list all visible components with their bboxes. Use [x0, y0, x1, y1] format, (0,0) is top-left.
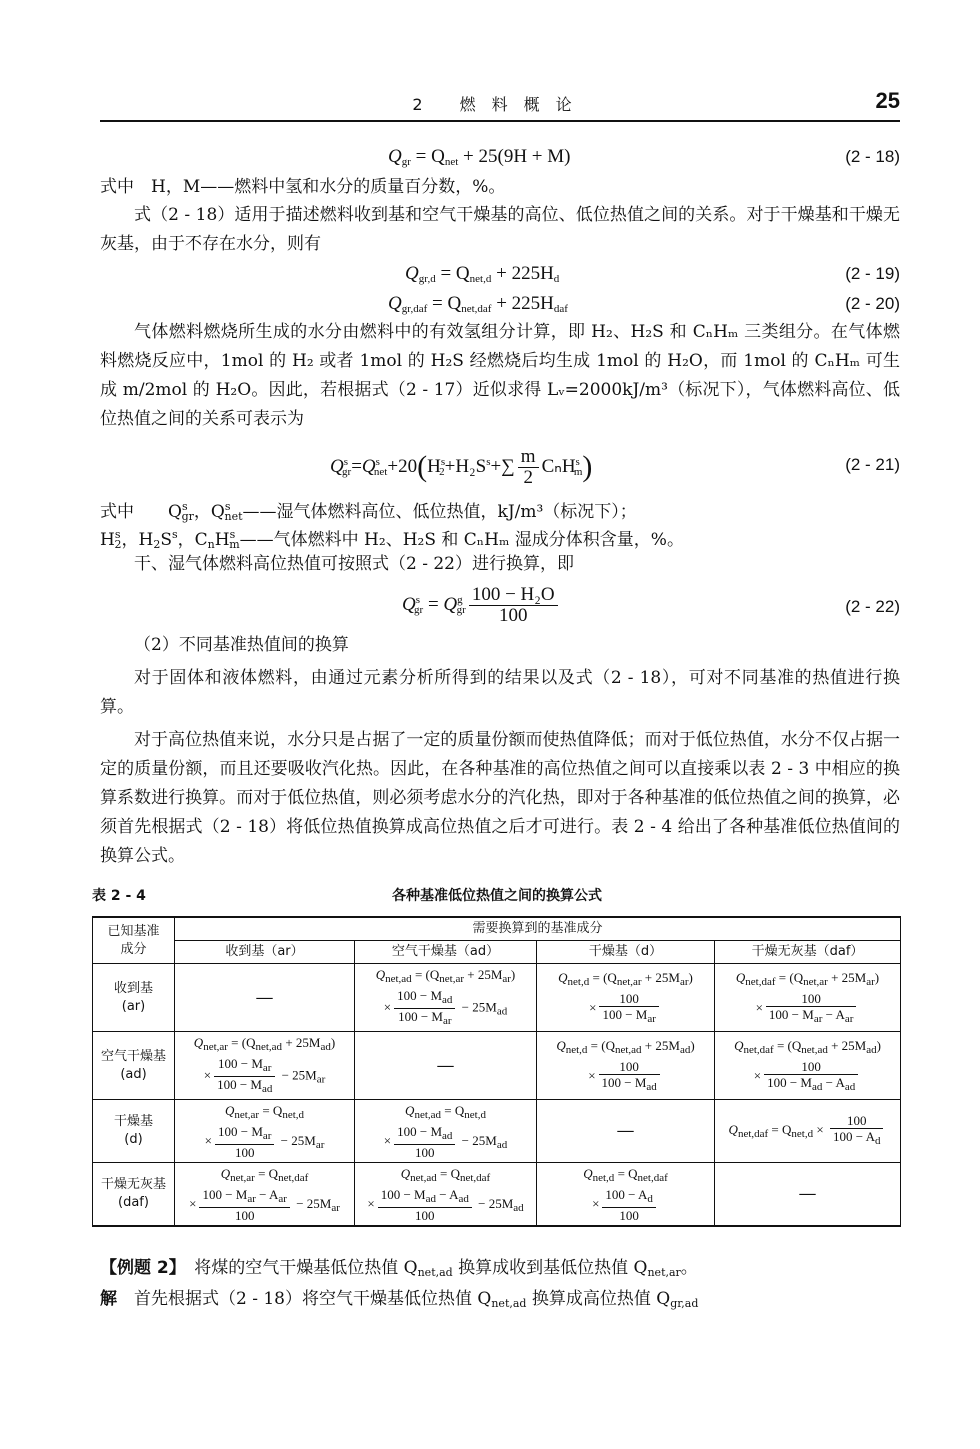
row-header-ar: 收到基 (ar) — [93, 964, 175, 1032]
table-caption — [92, 885, 902, 909]
equation-number-2-19: (2 - 19) — [845, 264, 900, 283]
table-cell-empty: — — [537, 1100, 715, 1163]
equation-2-22: $Q^s_{gr} = Q^g_{gr}$ $\frac{\text{100 − H₂O}}{100}$ — [402, 585, 561, 626]
example-statement: 【例题 2】 将煤的空气干燥基低位热值 $Q_{net,ad}$ 换算成收到基低位热值 $Q_{net,ar}$。 — [100, 1258, 698, 1279]
table-cell-empty: — — [175, 964, 355, 1032]
table-cell-formula: $Q_{net,d} = (Q_{net,ad} + 25M_{ad})$ × $\frac{100}{100 - M_{ad}}$ — [537, 1032, 715, 1100]
table-corner-header: 已知基准 成分 — [93, 917, 175, 964]
table-title: 各种基准低位热值之间的换算公式 — [392, 888, 602, 904]
where-clause-2b: $H^s_2$，$H_2S^s$，$C_nH^s_m——$气体燃料中 H₂、H₂S 和 CₙHₘ 湿成分体积含量，%。 — [100, 528, 684, 551]
paragraph-4: 对于固体和液体燃料，由通过元素分析所得到的结果以及式（2 - 18），可对不同基准的热值进行换算。 — [100, 668, 900, 717]
table-cell-formula: $Q_{net,d} = Q_{net,daf}$ × $\frac{100 - A_d}{100}$ — [537, 1163, 715, 1227]
row-header-ad: 空气干燥基 (ad) — [93, 1032, 175, 1100]
table-cell-empty: — — [355, 1032, 537, 1100]
table-cell-formula: $Q_{net,ad} = Q_{net,daf}$ × $\frac{100 - M_{ad} - A_{ad}}{100}$ − $25M_{ad}$ — [355, 1163, 537, 1227]
table-cell-formula: $Q_{net,daf} = (Q_{net,ar} + 25M_{ar})$ × $\frac{100}{100 - M_{ar} - A_{ar}}$ — [715, 964, 901, 1032]
solution-statement: 解 首先根据式（2 - 18）将空气干燥基低位热值 $Q_{net,ad}$ 换算成高位热值 $Q_{gr,ad}$ — [100, 1289, 699, 1310]
table-group-header: 需要换算到的基准成分 — [175, 917, 901, 941]
equation-2-21: $Q^s_{gr}=Q^s_{net}+20(H^s_2+H_2S^s+\sum$ $\frac{m}{2}$ CₙH$^s_m$) — [330, 446, 593, 488]
running-header — [100, 86, 900, 122]
chapter-title: 2 燃料概论 — [412, 95, 588, 114]
table-cell-formula: $Q_{net,ar} = Q_{net,daf}$ × $\frac{100 - M_{ar} - A_{ar}}{100}$ − $25M_{ar}$ — [175, 1163, 355, 1227]
where-clause-1: 式中 H，M——燃料中氢和水分的质量百分数，%。 — [100, 177, 506, 197]
column-header-d: 干燥基（d） — [537, 941, 715, 964]
page-number: 25 — [875, 88, 900, 113]
equation-number-2-20: (2 - 20) — [845, 294, 900, 313]
row-header-daf: 干燥无灰基 (daf) — [93, 1163, 175, 1227]
example-tag: 【例题 2】 — [100, 1258, 178, 1278]
equation-number-2-22: (2 - 22) — [845, 597, 900, 616]
paragraph-1: 式（2 - 18）适用于描述燃料收到基和空气干燥基的高位、低位热值之间的关系。对于干燥基和干燥无灰基，由于不存在水分，则有 — [100, 205, 900, 254]
table-cell-formula: $Q_{net,ad} = Q_{net,d}$ × $\frac{100 - M_{ad}}{100}$ − $25M_{ad}$ — [355, 1100, 537, 1163]
table-cell-formula: $Q_{net,d} = (Q_{net,ar} + 25M_{ar})$ × $\frac{100}{100 - M_{ar}}$ — [537, 964, 715, 1032]
paragraph-5: 对于高位热值来说，水分只是占据了一定的质量份额而使热值降低；而对于低位热值，水分不仅占据一定的质量份额，而且还要吸收汽化热。因此，在各种基准的高位热值之间可以直接乘以表 2 - 3 中相应的换算系数进行换算。而对于低位热值，则必须考虑水分的汽化热，即对于各种基准的低位热值之间的换算，必须首先根据式（2 - 18）将低位热值换算成高位热值之后才可进行。表 2 - 4 给出了各种基准低位热值间的换算公式。 — [100, 730, 900, 866]
table-cell-formula: $Q_{net,ad} = (Q_{net,ar} + 25M_{ar})$ × $\frac{100 - M_{ad}}{100 - M_{ar}}$ − $25M_{ad}$ — [355, 964, 537, 1032]
table-number: 表 2 - 4 — [92, 888, 146, 904]
row-header-d: 干燥基 (d) — [93, 1100, 175, 1163]
table-cell-formula: $Q_{net,ar} = Q_{net,d}$ × $\frac{100 - M_{ar}}{100}$ − $25M_{ar}$ — [175, 1100, 355, 1163]
equation-number-2-21: (2 - 21) — [845, 455, 900, 474]
column-header-daf: 干燥无灰基（daf） — [715, 941, 901, 964]
table-cell-formula: $Q_{net,daf} = (Q_{net,ad} + 25M_{ad})$ × $\frac{100}{100 - M_{ad} - A_{ad}}$ — [715, 1032, 901, 1100]
column-header-ar: 收到基（ar） — [175, 941, 355, 964]
paragraph-2: 气体燃料燃烧所生成的水分由燃料中的有效氢组分计算，即 H₂、H₂S 和 CₙHₘ 三类组分。在气体燃料燃烧反应中，1mol 的 H₂ 或者 1mol 的 H₂S 经燃烧后均生成 1mol 的 H₂O，而 1mol 的 CₙHₘ 可生成 m/2mol 的 H₂O。因此，若根据式（2 - 17）近似求得 Lᵥ=2000kJ/m³（标况下），气体燃料高位、低位热值之间的关系可表示为 — [100, 322, 900, 429]
conversion-table — [92, 916, 901, 1227]
table-cell-empty: — — [715, 1163, 901, 1227]
section-heading: （2）不同基准热值间的换算 — [134, 635, 349, 655]
paragraph-3: 干、湿气体燃料高位热值可按照式（2 - 22）进行换算，即 — [134, 554, 574, 574]
equation-2-19: $Q_{gr,d} = Q_{net,d} + 225H_d$ — [405, 263, 560, 285]
column-header-ad: 空气干燥基（ad） — [355, 941, 537, 964]
equation-2-20: $Q_{gr,daf} = Q_{net,daf} + 225H_{daf}$ — [388, 293, 568, 315]
solution-tag: 解 — [100, 1289, 117, 1309]
table-cell-formula: $Q_{net,ar} = (Q_{net,ad} + 25M_{ad})$ × $\frac{100 - M_{ar}}{100 - M_{ad}}$ − $25M_{ar}$ — [175, 1032, 355, 1100]
equation-2-18: $Q_{gr} = Q_{net} + 25(9H + M)$ — [388, 146, 571, 168]
where-clause-2a: 式中 $Q^s_{gr}$，$Q^s_{net}——$湿气体燃料高位、低位热值，kJ/m³（标况下）； — [100, 500, 637, 523]
equation-number-2-18: (2 - 18) — [845, 147, 900, 166]
table-cell-formula: $Q_{net,daf} = Q_{net,d}$ × $\frac{100}{100 - A_d}$ — [715, 1100, 901, 1163]
